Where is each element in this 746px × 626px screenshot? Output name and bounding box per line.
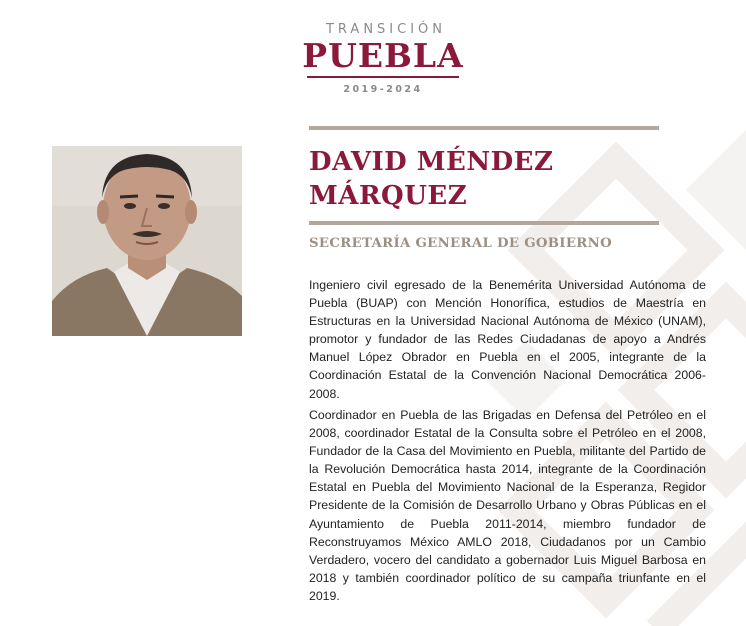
person-name: DAVID MÉNDEZ MÁRQUEZ xyxy=(309,147,554,211)
biography-paragraph: Ingeniero civil egresado de la Benemérita Universidad Autónoma de Puebla (BUAP) con Mención Honorífica, estudios de Maestría en Estructuras en la Universidad Nacional Autónoma de México (UNAM), promotor y fundador de las Redes Ciudadanas de apoyo a Andrés Manuel López Obrador en Puebla en el 2005, integrante de la Coordinación Estatal de la Convención Nacional Democrática 2006-2008. xyxy=(309,278,706,401)
department-title: SECRETARÍA GENERAL DE GOBIERNO xyxy=(309,236,612,251)
logo-years: 2019-2024 xyxy=(343,84,423,95)
portrait-image xyxy=(52,146,242,336)
logo-main-text: PUEBLA xyxy=(302,36,464,75)
profile-photo xyxy=(52,146,242,336)
header-divider-top xyxy=(309,126,659,130)
logo-top-text: TRANSICIÓN xyxy=(325,22,447,37)
header-divider-bottom xyxy=(309,221,659,225)
transicion-puebla-logo xyxy=(300,22,466,95)
biography-paragraph: Coordinador en Puebla de las Brigadas en Defensa del Petróleo en el 2008, coordinador Estatal de la Consulta sobre el Petróleo en el 2008, Fundador de la Casa del Movimiento en Puebla, militante del Partido de la Revolución Democrática hasta 2014, integrante de la Coordinación Estatal en Puebla del Movimiento Nacional de la Esperanza, Regidor Presidente de la Comisión de Desarrollo Urbano y Obras Públicas en el Ayuntamiento de Puebla 2011-2014, miembro fundador de Reconstruyamos México AMLO 2018, Ciudadanos por un Cambio Verdadero, vocero del candidato a gobernador Luis Miguel Barbosa en 2018 y también coordinador político de su campaña triunfante en el 2019. xyxy=(309,408,706,603)
logo-divider xyxy=(307,76,459,78)
